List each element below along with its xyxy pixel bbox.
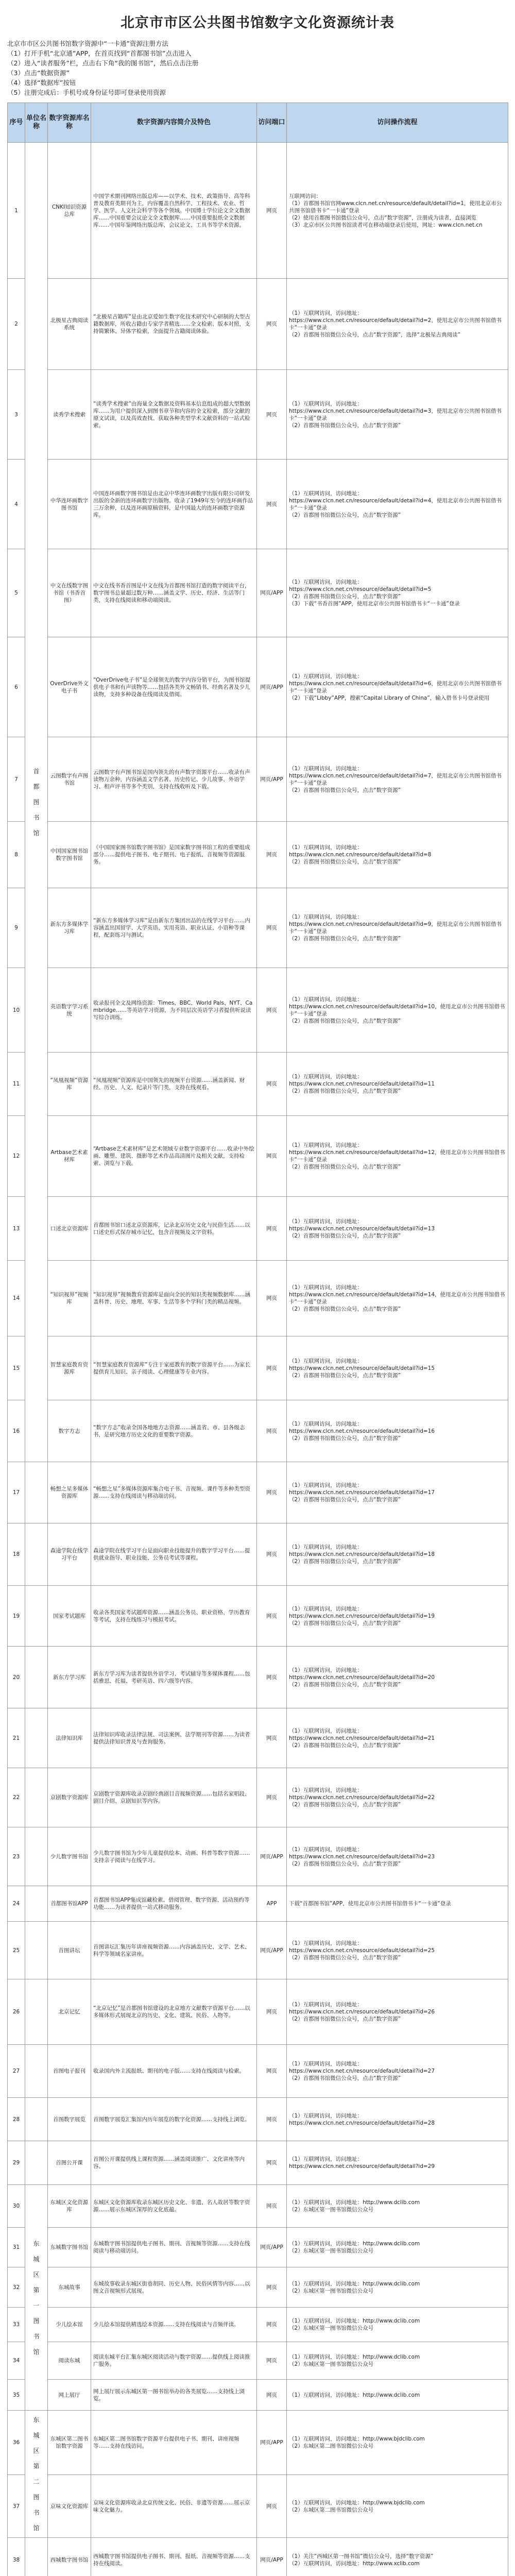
row-number: 25 bbox=[8, 1922, 25, 1979]
unit-name bbox=[25, 2098, 48, 2141]
access-steps: （1）互联网访问，访问地址： https://www.clcn.net.cn/resource/default/detail?id=17 （2）首都图书馆微信公众号，点击“数字资源” bbox=[287, 1462, 508, 1523]
table-row bbox=[8, 737, 508, 822]
access-port: 网页 bbox=[257, 1768, 287, 1827]
access-steps: （1）互联网访问，访问地址： https://www.clcn.net.cn/resource/default/detail?id=23 （2）首都图书馆微信公众号，点击“数字资源” bbox=[287, 1827, 508, 1886]
resource-description: 新东方学习库为读者提供外语学习、考试辅导等多媒体课程……包括雅思、托福、考研英语、四六级等内容。 bbox=[91, 1647, 257, 1708]
resource-description: 收录报刊全文及网络资源：Times、BBC、World Pals、NYT、Cambridge……等英语学习资源，为不同层次英语学习者提供听说读写综合训练。 bbox=[91, 968, 257, 1053]
access-port: 网页/APP bbox=[257, 737, 287, 822]
row-number: 14 bbox=[8, 1261, 25, 1336]
table-row bbox=[8, 1827, 508, 1886]
resource-description: “凤凰视频”资源库是中国领先的视频平台资源……涵盖新闻、财经、历史、人文、纪录片等门类，支持在线观看。 bbox=[91, 1053, 257, 1116]
resource-description: 西城数字图书馆提供电子图书、期刊、报纸、音视频等资源……支持在线阅读。 bbox=[91, 2538, 257, 2576]
access-steps: （1）互联网访问，访问地址： https://www.clcn.net.cn/resource/default/detail?id=13 （2）首都图书馆微信公众号，点击“数字资源” bbox=[287, 1197, 508, 1261]
resource-description: 首都图书馆口述北京资源库，记录北京历史文化与民俗生活……以口述史形式保存城市记忆，包含音视频及文字资料。 bbox=[91, 1197, 257, 1261]
row-number: 38 bbox=[8, 2538, 25, 2576]
access-steps: 互联网访问： （1）首都图书馆官网www.clcn.net.cn/resource/default/detail?id=1，使用北京市公共图书馆借书卡“一卡通”登录 （2）使用首都图书馆微信公众号，点击“数字资源”，注册成为读者，直接浏览 （3）北京市区公共图书馆读者可在移动端登录后使用，网址：www.clcn.net.cn bbox=[287, 143, 508, 279]
row-number: 2 bbox=[8, 279, 25, 370]
unit-name bbox=[25, 1647, 48, 1708]
access-steps: （1）互联网访问，访问地址： https://www.clcn.net.cn/resource/default/detail?id=8 （2）首都图书馆微信公众号，点击“数字资源” bbox=[287, 822, 508, 888]
access-port: 网页/APP bbox=[257, 637, 287, 737]
row-number: 3 bbox=[8, 370, 25, 460]
row-number: 28 bbox=[8, 2098, 25, 2141]
resource-name: 西城数字图书馆 bbox=[48, 2538, 91, 2576]
unit-name bbox=[25, 1586, 48, 1647]
unit-name bbox=[25, 1462, 48, 1523]
resource-name: 东城数字图书馆 bbox=[48, 2228, 91, 2267]
access-steps: （1）互联网访问，访问地址：http://www.dclib.com bbox=[287, 2380, 508, 2411]
access-port: 网页/APP bbox=[257, 549, 287, 637]
row-number: 9 bbox=[8, 888, 25, 968]
unit-name bbox=[25, 1886, 48, 1922]
resource-name: 网上展厅 bbox=[48, 2380, 91, 2411]
resource-description: 中国连环画数字图书馆是由北京中华连环画数字出版有限公司研发出版的全新的连环画数字出版物。收录了1949年至今的连环画作品三万余种，以及连环画原稿资料，是中国最大的连环画数字资源库。 bbox=[91, 460, 257, 549]
access-port: 网页 bbox=[257, 2342, 287, 2380]
unit-name bbox=[25, 2141, 48, 2185]
access-port: 网页/APP bbox=[257, 2411, 287, 2475]
resource-name: 中国国家图书馆数字图书馆 bbox=[48, 822, 91, 888]
resource-name: 英语数字学习系统 bbox=[48, 968, 91, 1053]
row-number: 27 bbox=[8, 2045, 25, 2098]
access-steps: （1）关注“西城区第一图书馆”微信公众号，选择“数字资源” （2）互联网访问，访问地址：http://www.xclib.com bbox=[287, 2538, 508, 2576]
access-port: 网页 bbox=[257, 143, 287, 279]
resource-name: 智慧家庭教育资源库 bbox=[48, 1336, 91, 1400]
intro-line: （5）注册完成后：手机号或身份证号即可登录使用资源 bbox=[7, 89, 166, 96]
table-row bbox=[8, 2411, 508, 2475]
access-port: 网页 bbox=[257, 1336, 287, 1400]
access-steps: （1）互联网访问，访问地址： https://www.clcn.net.cn/resource/default/detail?id=21 （2）首都图书馆微信公众号，点击“数字资源” bbox=[287, 1708, 508, 1768]
access-steps: （1）互联网访问，访问地址：http://www.dclib.com （2）东城区第一图书馆微信公众号 bbox=[287, 2267, 508, 2308]
resource-name: 首都图书馆APP bbox=[48, 1886, 91, 1922]
table-row bbox=[8, 2228, 508, 2267]
resource-name: 首图电子报刊 bbox=[48, 2045, 91, 2098]
unit-name: 东城区第一图书馆 bbox=[33, 2240, 40, 2355]
access-port: 网页 bbox=[257, 888, 287, 968]
table-row bbox=[8, 2098, 508, 2141]
resource-name: 首图讲坛 bbox=[48, 1922, 91, 1979]
unit-name bbox=[25, 1708, 48, 1768]
access-steps: （1）互联网访问，访问地址：http://www.dclib.com （2）东城区第一图书馆微信公众号 bbox=[287, 2185, 508, 2228]
row-number: 6 bbox=[8, 637, 25, 737]
table-row bbox=[8, 2141, 508, 2185]
resource-name: 首图公开课 bbox=[48, 2141, 91, 2185]
row-number: 35 bbox=[8, 2380, 25, 2411]
resource-name: 国家考试题库 bbox=[48, 1586, 91, 1647]
header-no: 序号 bbox=[8, 103, 25, 143]
resource-description: “数字方志”收录全国各地地方志资源……涵盖省、市、县各级志书，是研究地方历史文化的重要数字资源。 bbox=[91, 1400, 257, 1462]
access-port: 网页 bbox=[257, 2380, 287, 2411]
access-steps: （1）互联网访问，访问地址：http://www.bjdclib.com （2）东城区第二图书馆微信公众号 bbox=[287, 2475, 508, 2538]
resource-description: “Artbase艺术素材库”是艺术领域专业数字资源平台……收录中外绘画、雕塑、建筑、摄影等艺术作品高清图片及相关文献，支持检索、浏览与下载。 bbox=[91, 1116, 257, 1197]
access-port: 网页 bbox=[257, 370, 287, 460]
access-steps: （1）互联网访问，访问地址： https://www.clcn.net.cn/resource/default/detail?id=9，使用北京市公共图书馆借书卡“一卡通”登录 （2）首都图书馆微信公众号，点击“数字资源” bbox=[287, 888, 508, 968]
resource-name: 云图数字有声图书馆 bbox=[48, 737, 91, 822]
resource-description: 首都图书馆APP集成馆藏检索、借阅管理、数字资源、活动预约等功能……为读者提供一站式移动服务。 bbox=[91, 1886, 257, 1922]
row-number: 37 bbox=[8, 2475, 25, 2538]
resource-name: 口述北京资源库 bbox=[48, 1197, 91, 1261]
resource-description: 收录国内外主流报纸、期刊的电子版……支持在线阅读与检索。 bbox=[91, 2045, 257, 2098]
resource-name: 中华连环画数字图书馆 bbox=[48, 460, 91, 549]
resource-description: 法律知识库收录法律法规、司法案例、法学期刊等资源……为读者提供法律知识普及与查询服务。 bbox=[91, 1708, 257, 1768]
resource-name: 北京记忆 bbox=[48, 1979, 91, 2045]
resource-name: “知识视界”视频库 bbox=[48, 1261, 91, 1336]
unit-name: 东城区第二图书馆 bbox=[33, 2416, 40, 2532]
access-port: 网页 bbox=[257, 2185, 287, 2228]
access-steps: （1）互联网访问，访问地址： https://www.clcn.net.cn/resource/default/detail?id=11 （2）首都图书馆微信公众号，点击“数字资源” bbox=[287, 1053, 508, 1116]
intro-line: （1）打开手机“北京通”APP，在首页找到“首都图书馆”点击进入 bbox=[7, 49, 192, 57]
resource-name: 新东方多媒体学习库 bbox=[48, 888, 91, 968]
access-steps: （1）互联网访问，访问地址： https://www.clcn.net.cn/resource/default/detail?id=16 （2）首都图书馆微信公众号，点击“数字资源” bbox=[287, 1400, 508, 1462]
resource-name: Artbase艺术素材库 bbox=[48, 1116, 91, 1197]
access-steps: （1）互联网访问，访问地址： https://www.clcn.net.cn/resource/default/detail?id=19 （2）首都图书馆微信公众号，点击“数字资源” bbox=[287, 1586, 508, 1647]
resource-description: “OverDrive电子书”是全球领先的数字内容分销平台，为图书馆提供电子书和有声读物等……包括各类外文畅销书、经典名著及少儿读物，支持多种设备在线阅读及借阅。 bbox=[91, 637, 257, 737]
resource-description: 少儿绘本馆提供精选绘本资源……支持在线阅读与音频伴读。 bbox=[91, 2308, 257, 2342]
access-port: 网页 bbox=[257, 2267, 287, 2308]
row-number: 7 bbox=[8, 737, 25, 822]
access-port: 网页 bbox=[257, 1197, 287, 1261]
access-port: 网页 bbox=[257, 1979, 287, 2045]
row-number: 8 bbox=[8, 822, 25, 888]
row-number: 15 bbox=[8, 1336, 25, 1400]
resource-description: 东城区文化资源库收录东城区历史文化、非遗、名人故居等数字资源……展示东城区深厚的文化底蕴。 bbox=[91, 2185, 257, 2228]
resource-name: 京剧数字资源库 bbox=[48, 1768, 91, 1827]
access-port: 网页/APP bbox=[257, 1827, 287, 1886]
access-steps: （1）互联网访问，访问地址： https://www.clcn.net.cn/resource/default/detail?id=26 （2）首都图书馆微信公众号，点击“数字资源” bbox=[287, 1979, 508, 2045]
access-steps: （1）互联网访问，访问地址：http://www.dclib.com （2）东城区第一图书馆微信公众号 bbox=[287, 2308, 508, 2342]
table-row bbox=[8, 1886, 508, 1922]
resource-name: CNKI知识资源总库 bbox=[48, 143, 91, 279]
table-row bbox=[8, 1336, 508, 1400]
table-row bbox=[8, 2380, 508, 2411]
access-port: 网页 bbox=[257, 1523, 287, 1586]
unit-name bbox=[25, 1979, 48, 2045]
table-header-row bbox=[8, 103, 508, 143]
access-steps: （1）互联网访问，访问地址： https://www.clcn.net.cn/resource/default/detail?id=25 （2）首都图书馆微信公众号，点击“数字资源” bbox=[287, 1922, 508, 1979]
access-port: 网页 bbox=[257, 2308, 287, 2342]
access-steps: （1）互联网访问，访问地址： https://www.clcn.net.cn/resource/default/detail?id=10，使用北京市公共图书馆借书卡“一卡通”登录 （2）首都图书馆微信公众号，点击“数字资源” bbox=[287, 968, 508, 1053]
table-row bbox=[8, 2185, 508, 2228]
resource-name: 法律知识库 bbox=[48, 1708, 91, 1768]
document-title: 北京市市区公共图书馆数字文化资源统计表 bbox=[121, 15, 394, 31]
resource-description: 中国学术期刊网络出版总库——以学术、技术、政策指导、高等科普及教育类期刊为主，内容覆盖自然科学、工程技术、农业、哲学、医学、人文社会科学等各个领域。中国博士学位论文全文数据库……中国重要会议论文全文数据库……中国重要报纸全文数据库……中国年鉴网络出版总库，会议论文、工具书等学术资源。 bbox=[91, 143, 257, 279]
resource-name: “凤凰视频”资源库 bbox=[48, 1053, 91, 1116]
table-row bbox=[8, 1647, 508, 1708]
resource-name: 畅想之星多媒体资源库 bbox=[48, 1462, 91, 1523]
access-port: APP bbox=[257, 1886, 287, 1922]
table-row bbox=[8, 2475, 508, 2538]
resource-description: “新东方多媒体学习库”是由新东方集团出品的在线学习平台……内容涵盖出国留学、大学英语、实用英语、职业认证、小语种等课程，配套练习与测试。 bbox=[91, 888, 257, 968]
row-number: 24 bbox=[8, 1886, 25, 1922]
resource-name: 北极星古典阅读系统 bbox=[48, 279, 91, 370]
header-port: 访问端口 bbox=[257, 103, 287, 143]
unit-name bbox=[25, 1768, 48, 1827]
access-port: 网页 bbox=[257, 1116, 287, 1197]
unit-name-cell bbox=[25, 2185, 48, 2411]
access-port: 网页 bbox=[257, 1647, 287, 1708]
header-desc: 数字资源内容简介及特色 bbox=[91, 103, 257, 143]
resource-description: 阅读东城平台汇集东城区阅读活动与数字资源……提供线上阅读推广服务。 bbox=[91, 2342, 257, 2380]
access-steps: （1）互联网访问，访问地址：http://www.dclib.com （2）东城区第一图书馆微信公众号 bbox=[287, 2342, 508, 2380]
resource-description: 少儿数字图书馆为少年儿童提供绘本、动画、科普等数字资源……支持亲子阅读与在线学习。 bbox=[91, 1827, 257, 1886]
resource-name: OverDrive外文电子书 bbox=[48, 637, 91, 737]
resource-name: 数字方志 bbox=[48, 1400, 91, 1462]
access-port: 网页 bbox=[257, 2475, 287, 2538]
access-port: 网页 bbox=[257, 1400, 287, 1462]
resource-description: 东城数字图书馆提供电子图书、期刊、音视频等资源……支持在线阅读与移动端访问。 bbox=[91, 2228, 257, 2267]
table-row bbox=[8, 1197, 508, 1261]
resource-description: “读秀学术搜索”由海量全文数据及资料基本信息组成的超大型数据库……为用户提供深入到图书章节和内容的全文检索，部分文献的原文试读，以及高效查找、获取各种类型学术文献资料的一站式检索。 bbox=[91, 370, 257, 460]
resource-name: 阅读东城 bbox=[48, 2342, 91, 2380]
resource-description: 云图数字有声图书馆是国内领先的有声数字资源平台……收录有声读物万余种，内容涵盖文学名著、历史传记、少儿故事、外语学习、相声评书等多个类别，支持在线收听及下载。 bbox=[91, 737, 257, 822]
row-number: 30 bbox=[8, 2185, 25, 2228]
resource-name: 少儿数字图书馆 bbox=[48, 1827, 91, 1886]
access-steps: （1）互联网访问，访问地址： https://www.clcn.net.cn/resource/default/detail?id=6，使用北京市公共图书馆借书卡“一卡通”登录 （2）下载“Libby”APP，搜索“Capital Library of China”，输入借书卡号登录使用 bbox=[287, 637, 508, 737]
resource-description: 首图公开课提供线上课程资源……涵盖阅读推广、文化讲座等内容。 bbox=[91, 2141, 257, 2185]
table-row bbox=[8, 2267, 508, 2308]
unit-name bbox=[25, 1922, 48, 1979]
table-row bbox=[8, 460, 508, 549]
unit-name bbox=[25, 2045, 48, 2098]
access-steps: （1）互联网访问，访问地址： https://www.clcn.net.cn/resource/default/detail?id=4，使用北京市公共图书馆借书卡“一卡通”登录 （2）首都图书馆微信公众号，点击“数字资源” bbox=[287, 460, 508, 549]
table-row bbox=[8, 637, 508, 737]
access-port: 网页 bbox=[257, 2141, 287, 2185]
access-port: 网页 bbox=[257, 1053, 287, 1116]
access-steps: （1）互联网访问，访问地址： https://www.clcn.net.cn/resource/default/detail?id=20 （2）首都图书馆微信公众号，点击“数字资源” bbox=[287, 1647, 508, 1708]
access-steps: （1）互联网访问，访问地址： https://www.clcn.net.cn/resource/default/detail?id=7，使用北京市公共图书馆借书卡“一卡通”登录 （2）首都图书馆微信公众号，点击“数字资源” bbox=[287, 737, 508, 822]
resource-description: “知识视界”视频教育资源库是面向全民的知识类视频数据库……涵盖科普、历史、地理、军事、生活等多个学科门类的精品视频。 bbox=[91, 1261, 257, 1336]
row-number: 21 bbox=[8, 1708, 25, 1768]
access-port: 网页/APP bbox=[257, 2228, 287, 2267]
table-row bbox=[8, 370, 508, 460]
registration-instructions bbox=[7, 39, 508, 97]
access-steps: （1）互联网访问，访问地址： https://www.clcn.net.cn/resource/default/detail?id=28 bbox=[287, 2098, 508, 2141]
row-number: 36 bbox=[8, 2411, 25, 2475]
access-steps: （1）互联网访问，访问地址： https://www.clcn.net.cn/resource/default/detail?id=14，使用北京市公共图书馆借书卡“一卡通”登录 （2）首都图书馆微信公众号，点击“数字资源” bbox=[287, 1261, 508, 1336]
resource-description: 东城区第二图书馆数字资源平台提供电子书、期刊、讲座视频等……支持在线访问。 bbox=[91, 2411, 257, 2475]
table-row bbox=[8, 1261, 508, 1336]
table-row bbox=[8, 1053, 508, 1116]
intro-line: （3）点击“数据资源” bbox=[7, 69, 70, 77]
resource-description: 京味文化资源库收录北京传统文化、民俗、非遗等资源……展示京味文化魅力。 bbox=[91, 2475, 257, 2538]
resource-description: “北极星古籍库”是由北京爱如生数字化技术研究中心研制的大型古籍数据库，所收古籍由专家学者精选……全文检索、版本对照，支持简繁体、异体字检索，全面提升古籍阅读体验。 bbox=[91, 279, 257, 370]
resource-description: 网上展厅展示东城区第一图书馆举办的各类展览……支持线上浏览。 bbox=[91, 2380, 257, 2411]
header-steps: 访问操作流程 bbox=[287, 103, 508, 143]
row-number: 5 bbox=[8, 549, 25, 637]
table-row bbox=[8, 1708, 508, 1768]
resource-description: 中文在线书香首图是中文在线为首都图书馆打造的数字阅读平台，数字图书总量超过数万种……涵盖文学、历史、经济、生活等门类，支持在线阅读和移动端阅读。 bbox=[91, 549, 257, 637]
resource-name: 首图数字展览 bbox=[48, 2098, 91, 2141]
resource-name: 少儿绘本馆 bbox=[48, 2308, 91, 2342]
access-port: 网页 bbox=[257, 1708, 287, 1768]
row-number: 17 bbox=[8, 1462, 25, 1523]
row-number: 29 bbox=[8, 2141, 25, 2185]
table-row bbox=[8, 549, 508, 637]
resource-name: 东城区文化资源库 bbox=[48, 2185, 91, 2228]
access-steps: （1）互联网访问，访问地址： https://www.clcn.net.cn/resource/default/detail?id=18 （2）首都图书馆微信公众号，点击“数字资源” bbox=[287, 1523, 508, 1586]
resource-name: 新东方学习库 bbox=[48, 1647, 91, 1708]
row-number: 16 bbox=[8, 1400, 25, 1462]
resource-name: 东城区第二图书馆数字资源 bbox=[48, 2411, 91, 2475]
resource-description: 东城故事收录东城区街巷胡同、历史人物、民俗风情等内容……以图文音视频形式展现。 bbox=[91, 2267, 257, 2308]
access-steps: 下载“首都图书馆”APP，使用北京市公共图书馆借书卡“一卡通”登录 bbox=[287, 1886, 508, 1922]
intro-line: （2）进入“读者服务”栏，点击右下角“我的图书馆”，然后点击注册 bbox=[7, 59, 199, 67]
access-steps: （1）互联网访问，访问地址： https://www.clcn.net.cn/resource/default/detail?id=12，使用北京市公共图书馆借书卡“一卡通”登录 （2）首都图书馆微信公众号，点击“数字资源” bbox=[287, 1116, 508, 1197]
resource-name: 中文在线数字图书馆（书香首图） bbox=[48, 549, 91, 637]
table-row bbox=[8, 1523, 508, 1586]
row-number: 33 bbox=[8, 2308, 25, 2342]
row-number: 31 bbox=[8, 2228, 25, 2267]
access-port: 网页/APP bbox=[257, 1922, 287, 1979]
resource-table bbox=[7, 103, 508, 2576]
table-row bbox=[8, 1586, 508, 1647]
access-port: 网页 bbox=[257, 1261, 287, 1336]
table-row bbox=[8, 1768, 508, 1827]
access-steps: （1）互联网访问，访问地址： https://www.clcn.net.cn/resource/default/detail?id=15 （2）首都图书馆微信公众号，点击“数字资源” bbox=[287, 1336, 508, 1400]
unit-name: 首都图书馆 bbox=[33, 768, 40, 837]
table-row bbox=[8, 279, 508, 370]
unit-name bbox=[25, 1827, 48, 1886]
row-number: 10 bbox=[8, 968, 25, 1053]
resource-description: “智慧家庭教育资源库”专注于家庭教育的数字资源平台……为家长提供育儿知识、亲子阅读、心理健康等专业内容。 bbox=[91, 1336, 257, 1400]
table-row bbox=[8, 1400, 508, 1462]
access-steps: （1）互联网访问，访问地址：http://www.bjdclib.com （2）东城区第二图书馆微信公众号 bbox=[287, 2411, 508, 2475]
row-number: 19 bbox=[8, 1586, 25, 1647]
row-number: 11 bbox=[8, 1053, 25, 1116]
table-row bbox=[8, 1979, 508, 2045]
resource-description: 京剧数字资源库收录京剧经典剧目音视频资源……包括名家唱段、剧目介绍、京剧知识等内容。 bbox=[91, 1768, 257, 1827]
header-name: 数字资源库名称 bbox=[48, 103, 91, 143]
access-steps: （1）互联网访问，访问地址： https://www.clcn.net.cn/resource/default/detail?id=27 （2）首都图书馆微信公众号，点击“数字资源” bbox=[287, 2045, 508, 2098]
resource-description: “畅想之星”多媒体资源库集合电子书、音视频、课件等多种类型资源……支持在线阅读与移动端访问。 bbox=[91, 1462, 257, 1523]
access-steps: （1）互联网访问，访问地址： https://www.clcn.net.cn/resource/default/detail?id=29 bbox=[287, 2141, 508, 2185]
row-number: 4 bbox=[8, 460, 25, 549]
access-steps: （1）互联网访问，访问地址： https://www.clcn.net.cn/resource/default/detail?id=2，使用北京市公共图书馆借书卡“一卡通”登录 （2）首都图书馆微信公众号，点击“数字资源”，选择“北极星古典阅读” bbox=[287, 279, 508, 370]
access-port: 网页/APP bbox=[257, 2538, 287, 2576]
unit-name-cell bbox=[25, 143, 48, 1462]
resource-name: 京味文化资源库 bbox=[48, 2475, 91, 2538]
access-port: 网页 bbox=[257, 822, 287, 888]
resource-name: 东城故事 bbox=[48, 2267, 91, 2308]
resource-description: “北京记忆”是首都图书馆建设的北京地方文献数字资源平台……以多媒体形式展现北京的历史、文化、建筑、民俗、人物等。 bbox=[91, 1979, 257, 2045]
row-number: 34 bbox=[8, 2342, 25, 2380]
row-number: 22 bbox=[8, 1768, 25, 1827]
table-row bbox=[8, 2308, 508, 2342]
row-number: 20 bbox=[8, 1647, 25, 1708]
access-port: 网页 bbox=[257, 1462, 287, 1523]
table-row bbox=[8, 1922, 508, 1979]
table-row bbox=[8, 2538, 508, 2576]
resource-name: 森途学院在线学习平台 bbox=[48, 1523, 91, 1586]
row-number: 26 bbox=[8, 1979, 25, 2045]
table-row bbox=[8, 143, 508, 279]
unit-name-cell bbox=[25, 2411, 48, 2538]
resource-description: 《中国国家图书馆数字图书馆》是国家数字图书馆工程的重要组成部分……提供电子图书、电子期刊、电子报纸、音视频等资源服务。 bbox=[91, 822, 257, 888]
unit-name bbox=[25, 1523, 48, 1586]
access-port: 网页 bbox=[257, 279, 287, 370]
row-number: 13 bbox=[8, 1197, 25, 1261]
row-number: 18 bbox=[8, 1523, 25, 1586]
row-number: 12 bbox=[8, 1116, 25, 1197]
table-row bbox=[8, 822, 508, 888]
access-port: 网页 bbox=[257, 1586, 287, 1647]
intro-line: （4）选择“数据库”按钮 bbox=[7, 79, 76, 87]
resource-description: 森途学院在线学习平台是面向职业技能提升的数字学习平台……提供就业指导、职业技能、公务员考试等课程。 bbox=[91, 1523, 257, 1586]
row-number: 32 bbox=[8, 2267, 25, 2308]
resource-description: 首图数字展览汇集馆内历年展览的数字化资源……支持线上浏览。 bbox=[91, 2098, 257, 2141]
access-port: 网页 bbox=[257, 2098, 287, 2141]
table-row bbox=[8, 888, 508, 968]
resource-description: 首图讲坛汇集历年讲座视频资源……内容涵盖历史、文学、艺术、科学等领域名家讲座。 bbox=[91, 1922, 257, 1979]
table-row bbox=[8, 2045, 508, 2098]
resource-description: 收录各类国家考试题库资源……涵盖公务员、职业资格、学历教育等考试，支持在线练习与模拟考试。 bbox=[91, 1586, 257, 1647]
access-port: 网页 bbox=[257, 2045, 287, 2098]
unit-name-cell bbox=[25, 2538, 48, 2576]
header-unit: 单位名称 bbox=[25, 103, 48, 143]
intro-line: 北京市市区公共图书馆数字资源中“一卡通”资源注册方法 bbox=[7, 40, 168, 47]
table-row bbox=[8, 1462, 508, 1523]
access-steps: （1）互联网访问，访问地址： https://www.clcn.net.cn/resource/default/detail?id=22 （2）首都图书馆微信公众号，点击“数字资源” bbox=[287, 1768, 508, 1827]
row-number: 23 bbox=[8, 1827, 25, 1886]
table-row bbox=[8, 2342, 508, 2380]
access-steps: （1）互联网访问，访问地址： https://www.clcn.net.cn/resource/default/detail?id=5 （2）首都图书馆微信公众号，点击“数字资源” （3）下载“书香首图”APP，使用北京市公共图书馆借书卡“一卡通”登录 bbox=[287, 549, 508, 637]
access-port: 网页 bbox=[257, 460, 287, 549]
resource-name: 读秀学术搜索 bbox=[48, 370, 91, 460]
access-steps: （1）互联网访问，访问地址：http://www.dclib.com （2）东城区第一图书馆微信公众号 bbox=[287, 2228, 508, 2267]
row-number: 1 bbox=[8, 143, 25, 279]
access-steps: （1）互联网访问，访问地址： https://www.clcn.net.cn/resource/default/detail?id=3，使用北京市公共图书馆借书卡“一卡通”登录 （2）首都图书馆微信公众号，点击“数字资源” bbox=[287, 370, 508, 460]
table-row bbox=[8, 1116, 508, 1197]
table-row bbox=[8, 968, 508, 1053]
access-port: 网页 bbox=[257, 968, 287, 1053]
